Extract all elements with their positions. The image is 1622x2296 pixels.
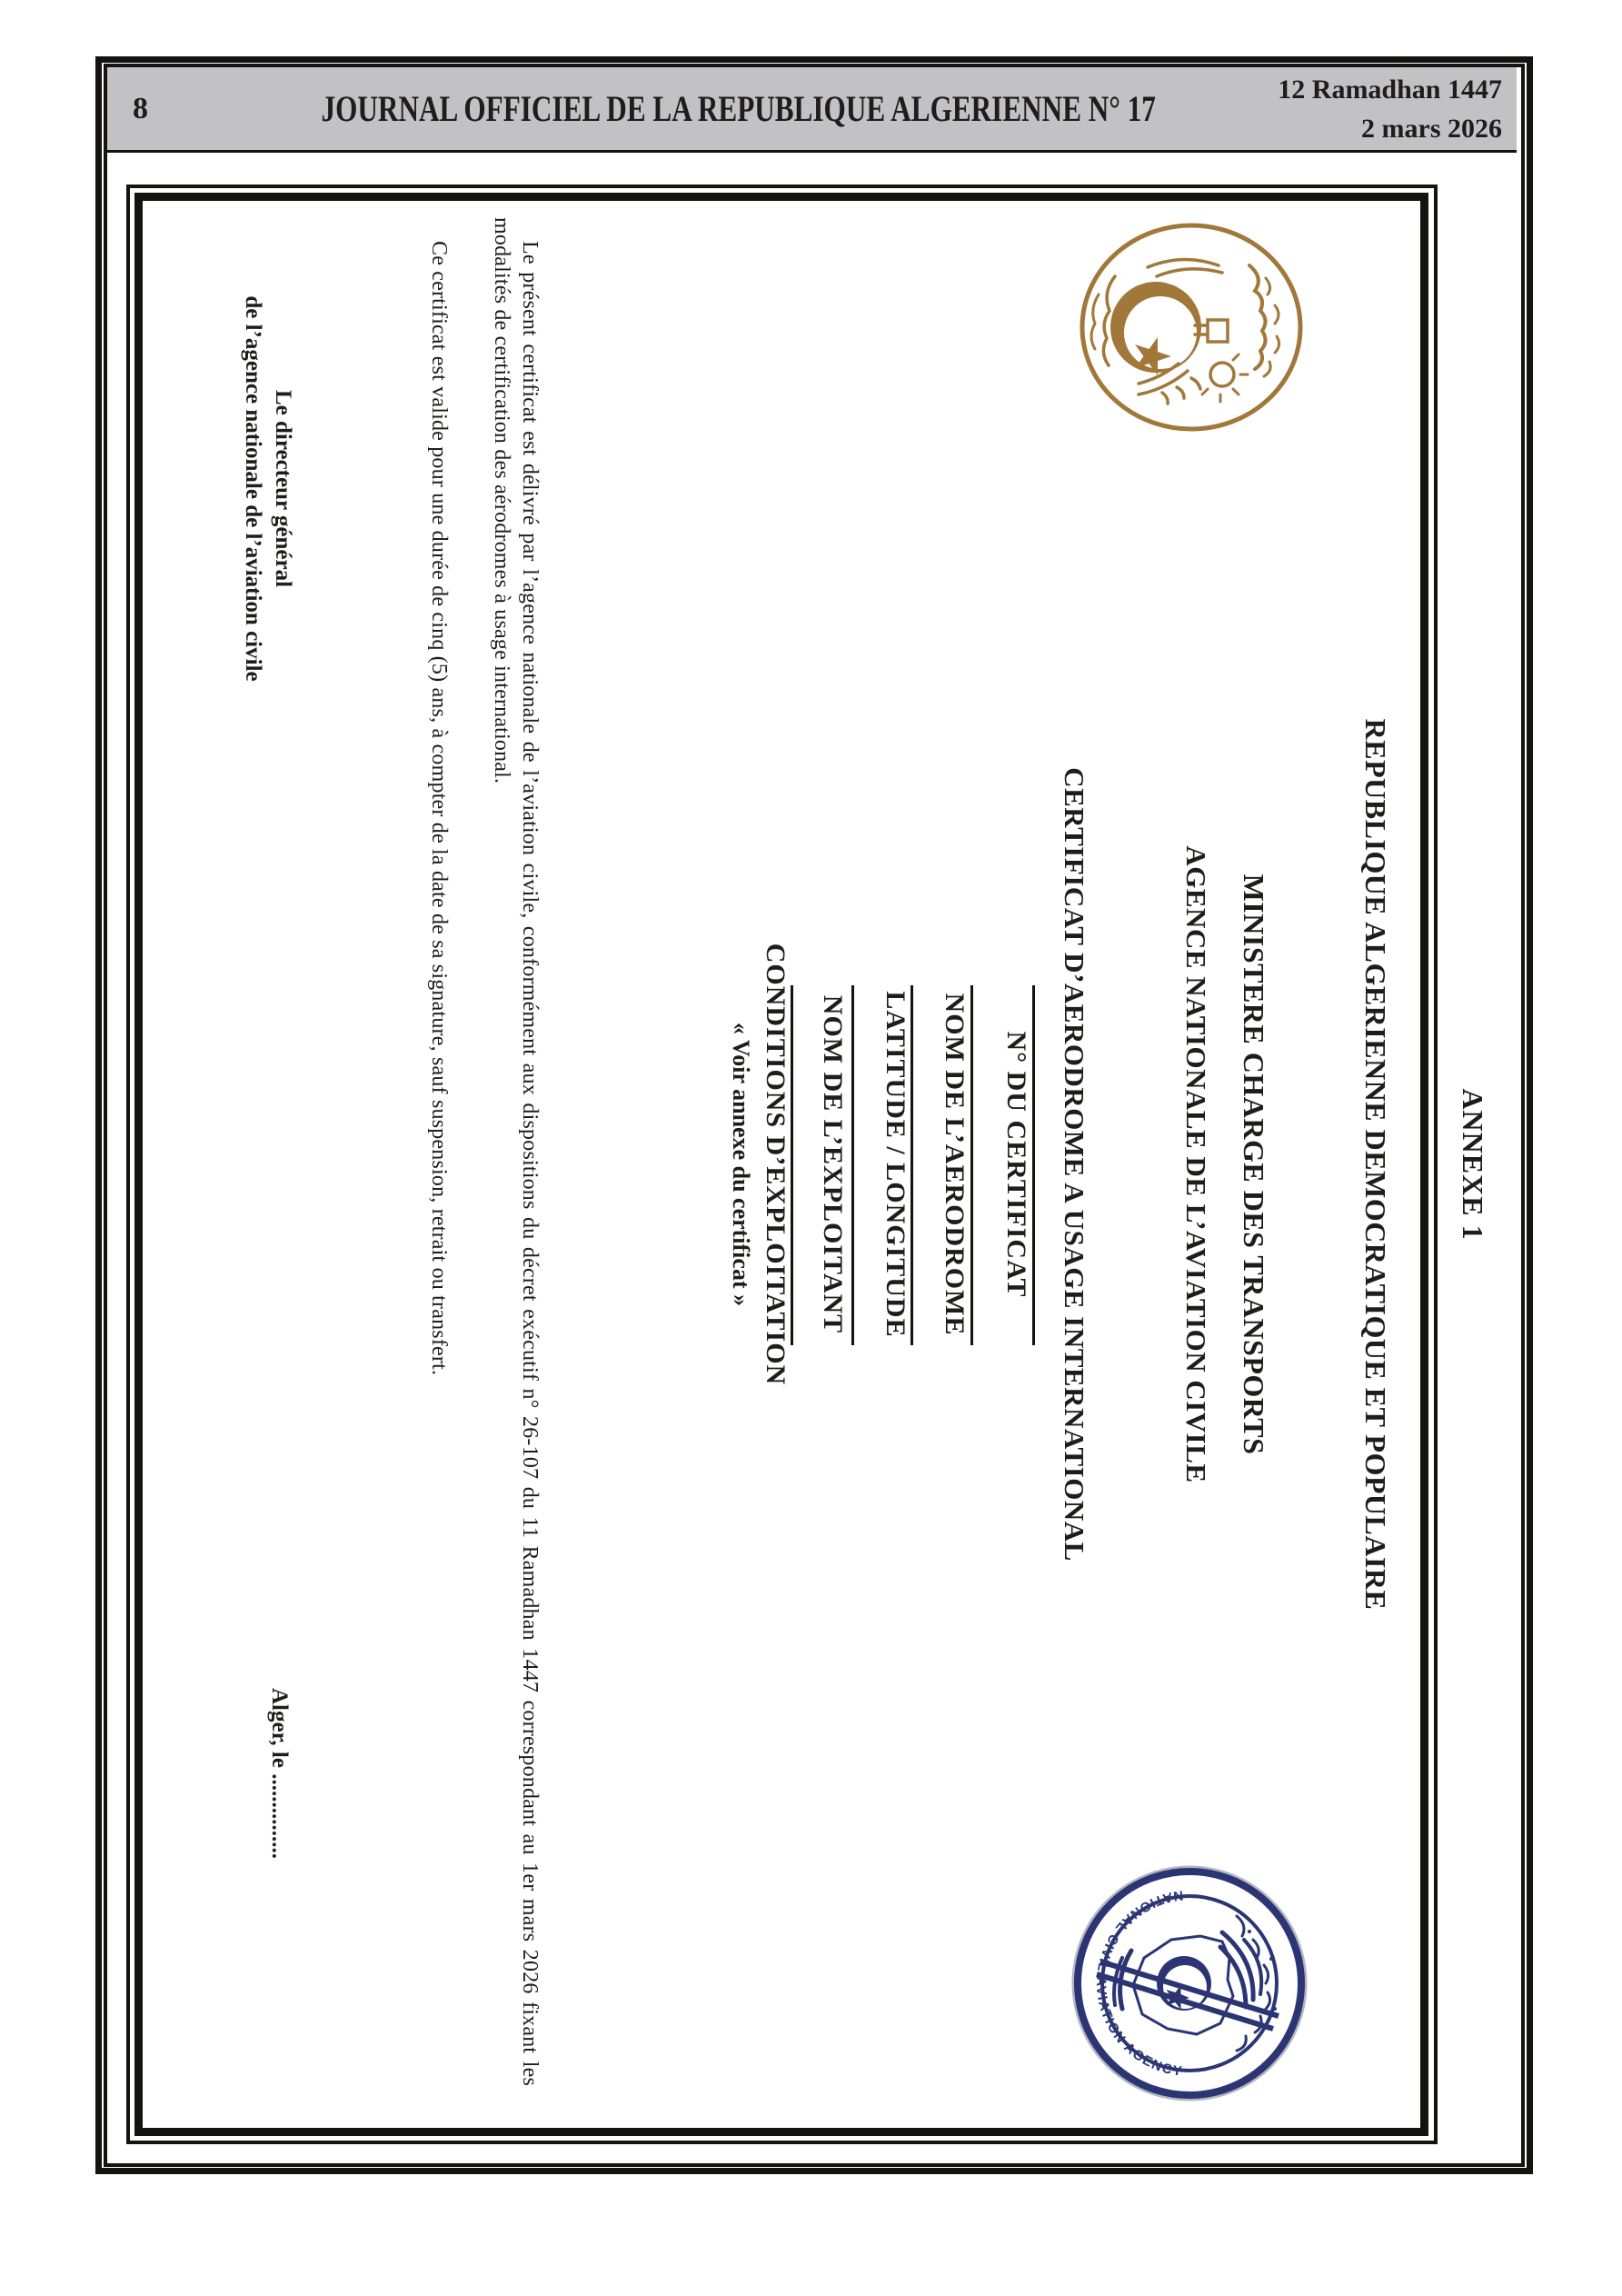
fill-in-rule bbox=[851, 985, 854, 1345]
journal-title bbox=[204, 87, 1273, 130]
signature-title-line2: de l’agence nationale de l’aviation civile bbox=[241, 295, 265, 682]
page-number: 8 bbox=[133, 91, 148, 125]
republic-line: REPUBLIQUE ALGERIENNE DEMOCRATIQUE ET POPULAIRE bbox=[1359, 718, 1392, 1611]
paragraph-issuance: Le présent certificat est délivré par l’agence nationale de l’aviation civile, conformément aux dispositions du décret exécutif n° 26-107 du 11 Ramadhan 1447 correspondant au 1er mars 2026 fixant les modalités de certification des aérodromes à usage international. bbox=[490, 217, 542, 2086]
field-certificate-number: N° DU CERTIFICAT bbox=[1001, 1031, 1031, 1298]
signature-block bbox=[238, 255, 298, 723]
signature-title-line1: Le directeur général bbox=[271, 389, 295, 588]
date-hijri: 12 Ramadhan 1447 bbox=[1278, 74, 1502, 105]
certificate-title: CERTIFICAT D’AERODROME A USAGE INTERNATIONAL bbox=[1059, 767, 1090, 1562]
paragraph-validity: Ce certificat est valide pour une durée de cinq (5) ans, à compter de la date de sa signature, sauf suspension, retrait ou transfert. bbox=[427, 241, 451, 1376]
field-operator-name: NOM DE L’EXPLOITANT bbox=[818, 994, 848, 1334]
fill-in-rule bbox=[1032, 985, 1035, 1345]
issue-dates bbox=[1273, 70, 1517, 148]
date-gregorian: 2 mars 2026 bbox=[1361, 113, 1502, 144]
conditions-label: CONDITIONS D’EXPLOITATION bbox=[761, 943, 791, 1386]
place-date-line: Alger, le ............... bbox=[267, 1688, 292, 1859]
annexe-label: ANNEXE 1 bbox=[1457, 1088, 1489, 1241]
certificate-canvas bbox=[107, 153, 1517, 2161]
agency-line: AGENCE NATIONALE DE L’AVIATION CIVILE bbox=[1180, 845, 1212, 1483]
seal-ring-text: NATIONAL CIVIL AVIATION AGENCY bbox=[1092, 1887, 1185, 2080]
field-latitude-longitude: LATITUDE / LONGITUDE bbox=[881, 991, 911, 1338]
conditions-note: « Voir annexe du certificat » bbox=[728, 1022, 754, 1307]
ministry-line: MINISTERE CHARGE DES TRANSPORTS bbox=[1238, 873, 1270, 1455]
certificate-area bbox=[107, 153, 1517, 2161]
journal-header bbox=[107, 67, 1517, 153]
fill-in-rule bbox=[970, 985, 973, 1345]
journal-title-text: JOURNAL OFFICIEL DE LA REPUBLIQUE ALGERIENNE N° 17 bbox=[321, 88, 1156, 129]
field-aerodrome-name: NOM DE L’AERODROME bbox=[940, 993, 970, 1336]
